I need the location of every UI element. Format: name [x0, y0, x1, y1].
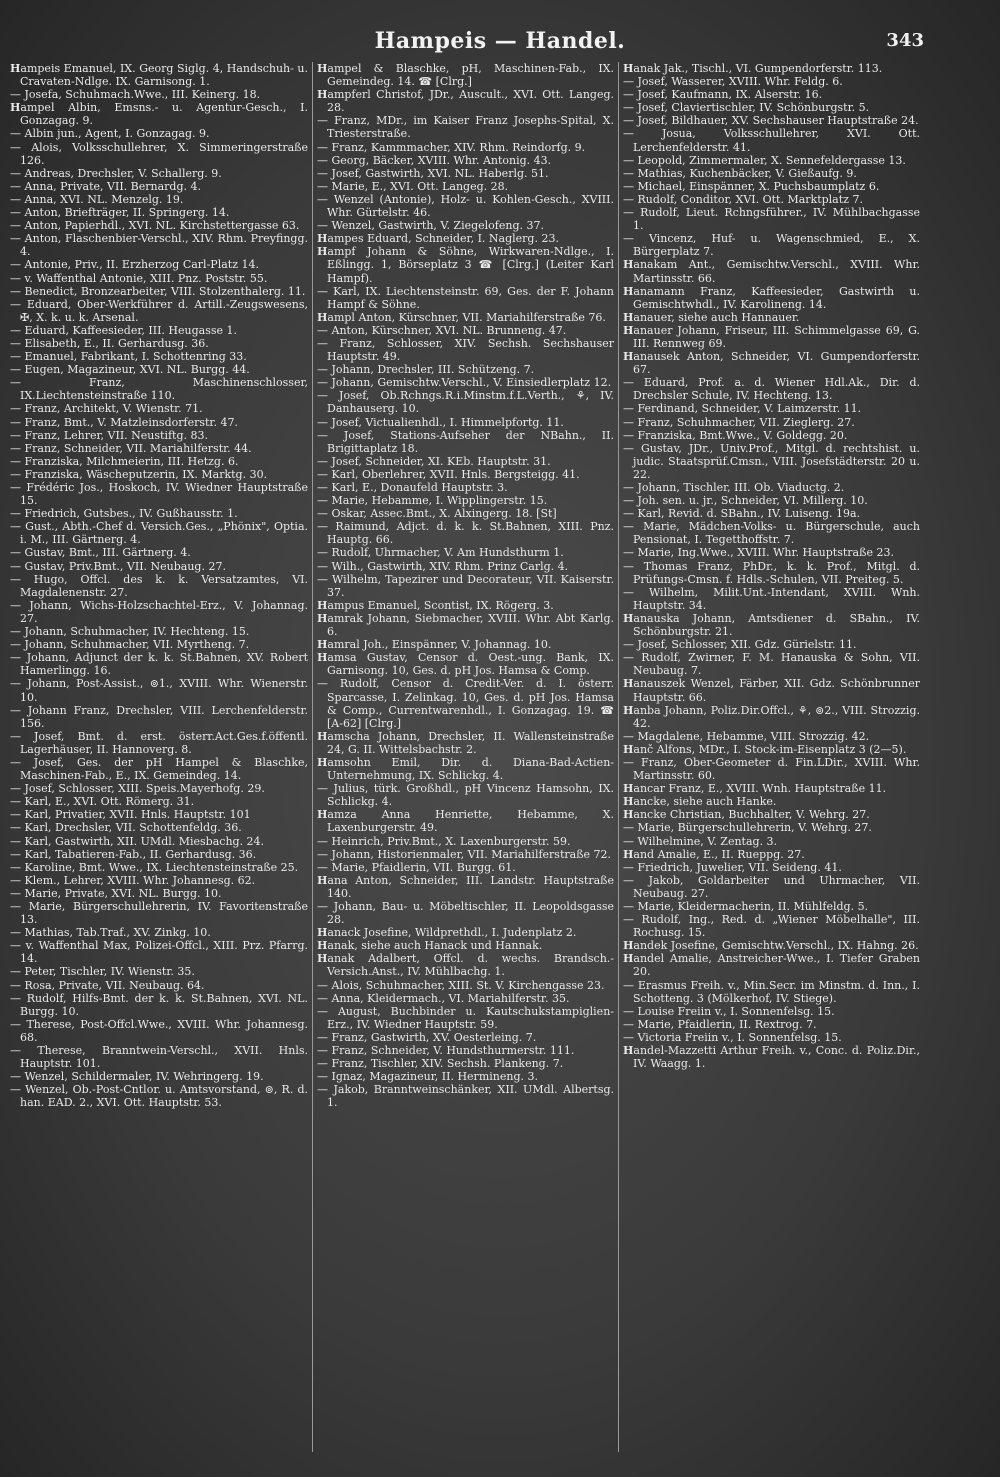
- directory-entry-surname: Hanč Alfons, MDr., I. Stock-im-Eisenplatz 3 (2—5).: [623, 742, 907, 756]
- directory-entry-surname: Hamsohn Emil, Dir. d. Diana-Bad-Actien-Unternehmung, IX. Schlickg. 4.: [317, 755, 614, 783]
- directory-entry: — Franz, Ober-Geometer d. Fin.LDir., XVIII. Whr. Martinsstr. 60.: [623, 755, 920, 783]
- directory-entry: — Marie, Kleidermacherin, II. Mühlfeldg. 5.: [623, 900, 869, 913]
- directory-entry-surname: Handel Amalie, Anstreicher-Wwe., I. Tiefer Graben 20.: [623, 952, 920, 979]
- directory-entry: — Rudolf, Zwirner, F. M. Hanauska & Sohn, VII. Neubaug. 7.: [623, 651, 920, 678]
- directory-entry-surname: Hanausek Anton, Schneider, VI. Gumpendorferstr. 67.: [623, 350, 920, 377]
- directory-entry-surname: Hampferl Christof, JDr., Auscult., XVI. Ott. Langeg. 28.: [317, 88, 614, 115]
- directory-entry: — Franz, Kammmacher, XIV. Rhm. Reindorfg. 9.: [317, 140, 586, 154]
- directory-entry: — Joh. sen. u. jr., Schneider, VI. Millerg. 10.: [623, 494, 868, 508]
- directory-entry: — Eduard, Kaffeesieder, III. Heugasse 1.: [10, 323, 237, 337]
- directory-entry: — Jakob, Branntweinschänker, XII. UMdl. Albertsg. 1.: [317, 1083, 614, 1110]
- page-title: Hampeis — Handel.: [374, 28, 626, 54]
- column-right: [618, 62, 924, 1452]
- directory-entry: — Alois, Volksschullehrer, X. Simmeringerstraße 126.: [10, 140, 308, 167]
- directory-entry: — Franz, Architekt, V. Wienstr. 71.: [10, 402, 203, 416]
- directory-entry-surname: Hanba Johann, Poliz.Dir.Offcl., ⚘, ⊚2., VIII. Strozzig. 42.: [623, 703, 920, 730]
- directory-entry: — Eugen, Magazineur, XVI. NL. Burgg. 44.: [10, 363, 250, 377]
- directory-entry-surname: Hamza Anna Henriette, Hebamme, X. Laxenburgerstr. 49.: [317, 808, 614, 835]
- directory-entry: — Albin jun., Agent, I. Gonzagag. 9.: [10, 127, 210, 141]
- directory-entry: — Mathias, Tab.Traf., XV. Zinkg. 10.: [10, 926, 211, 940]
- directory-entry: — Wenzel (Antonie), Holz- u. Kohlen-Gesch., XVIII. Whr. Gürtelstr. 46.: [317, 192, 614, 220]
- directory-entry: — Rosa, Private, VII. Neubaug. 64.: [10, 978, 205, 992]
- directory-entry-surname: Hanamann Franz, Kaffeesieder, Gastwirth u. Gemischtwhdl., IV. Karolineng. 14.: [623, 284, 920, 311]
- directory-entry: — Josefa, Schuhmach.Wwe., III. Keinerg. 18.: [10, 88, 261, 102]
- directory-entry: — Anton, Flaschenbier-Verschl., XIV. Rhm. Preyfingg. 4.: [10, 232, 308, 259]
- directory-entry: — Wenzel, Gastwirth, V. Ziegelofeng. 37.: [317, 219, 544, 233]
- directory-entry: — Josef, Ob.Rchngs.R.i.Minstm.f.L.Verth., ⚘, IV. Danhauserg. 10.: [317, 389, 614, 416]
- directory-entry-surname: Hanakam Ant., Gemischtw.Verschl., XVIII. Whr. Martinsstr. 66.: [623, 258, 920, 285]
- directory-entry: — Friedrich, Juwelier, VII. Seideng. 41.: [623, 860, 842, 874]
- directory-entry: — Anton, Kürschner, XVI. NL. Brunneng. 47.: [317, 323, 567, 337]
- directory-entry-surname: Hampes Eduard, Schneider, I. Naglerg. 23.: [317, 232, 559, 246]
- directory-entry: — Franz, Schlosser, XIV. Sechsh. Sechshauser Hauptstr. 49.: [317, 336, 614, 364]
- directory-entry: — Johann, Historienmaler, VII. Mariahilferstraße 72.: [317, 847, 612, 861]
- directory-entry-surname: Hamsa Gustav, Censor d. Oest.-ung. Bank, IX. Garnisong. 10, Ges. d. pH Jos. Hamsa & Comp.: [317, 651, 614, 678]
- directory-entry-surname: Hamscha Johann, Drechsler, II. Wallensteinstraße 24, G. II. Wittelsbachstr. 2.: [317, 729, 614, 756]
- directory-entry: — Georg, Bäcker, XVIII. Whr. Antonig. 43.: [317, 153, 552, 167]
- directory-entry: — Louise Freiin v., I. Sonnenfelsg. 15.: [623, 1004, 835, 1018]
- directory-entry: — Franz, Tischler, XIV. Sechsh. Plankeng. 7.: [317, 1057, 564, 1071]
- directory-entry: — Hugo, Offcl. des k. k. Versatzamtes, VI. Magdalenenstr. 27.: [10, 572, 308, 599]
- directory-entry: — Karl, Gastwirth, XII. UMdl. Miesbachg. 24.: [10, 834, 265, 848]
- directory-entry: — Josef, Claviertischler, IV. Schönburgstr. 5.: [623, 101, 870, 115]
- directory-entry: — Josef, Bmt. d. erst. österr.Act.Ges.f.öffentl. Lagerhäuser, II. Hannoverg. 8.: [10, 729, 308, 756]
- directory-entry: — Oskar, Assec.Bmt., X. Alxingerg. 18. [St]: [317, 507, 557, 521]
- directory-entry-surname: Hanak Adalbert, Offcl. d. wechs. Brandsch.-Versich.Anst., IV. Mühlbachg. 1.: [317, 952, 614, 979]
- directory-entry: — Friedrich, Gutsbes., IV. Gußhausstr. 1.: [10, 507, 238, 521]
- directory-entry: — Josef, Schlosser, XIII. Speis.Mayerhofg. 29.: [10, 782, 265, 796]
- directory-entry: — Frédéric Jos., Hoskoch, IV. Wiedner Hauptstraße 15.: [10, 481, 308, 508]
- directory-entry-surname: Hanak Jak., Tischl., VI. Gumpendorferstr. 113.: [623, 62, 883, 75]
- directory-entry: — Wilhelm, Tapezirer und Decorateur, VII. Kaiserstr. 37.: [317, 572, 614, 599]
- directory-entry-surname: Hancke Christian, Buchhalter, V. Wehrg. 27.: [623, 808, 870, 822]
- directory-entry: — Josef, Ges. der pH Hampel & Blaschke, Maschinen-Fab., E., IX. Gemeindeg. 14.: [10, 755, 308, 783]
- directory-entry: — Rudolf, Hilfs-Bmt. der k. k. St.Bahnen, XVI. NL. Burgg. 10.: [10, 991, 308, 1018]
- directory-entry: — Johann, Post-Assist., ⊚1., XVIII. Whr. Wienerstr. 10.: [10, 677, 308, 704]
- directory-entry: — Gustav, Priv.Bmt., VII. Neubaug. 27.: [10, 559, 226, 573]
- directory-entry-surname: Handel-Mazzetti Arthur Freih. v., Conc. d. Poliz.Dir., IV. Waagg. 1.: [623, 1044, 920, 1071]
- directory-entry: — Marie, Bürgerschullehrerin, V. Wehrg. 27.: [623, 821, 872, 835]
- directory-entry: — Marie, Hebamme, I. Wipplingerstr. 15.: [317, 494, 548, 508]
- directory-entry: — Emanuel, Fabrikant, I. Schottenring 33.: [10, 350, 247, 364]
- directory-entry: — Andreas, Drechsler, V. Schallerg. 9.: [10, 166, 222, 180]
- directory-entry: — Johann, Schuhmacher, IV. Hechteng. 15.: [10, 625, 250, 639]
- directory-entry: — Franz, Maschinenschlosser, IX.Liechtensteinstraße 110.: [10, 376, 308, 403]
- directory-entry: — Marie, Private, XVI. NL. Burgg. 10.: [10, 886, 222, 900]
- directory-entry: — Franz, MDr., im Kaiser Franz Josephs-Spital, X. Triesterstraße.: [317, 114, 614, 141]
- directory-entry: — Wilh., Gastwirth, XIV. Rhm. Prinz Carlg. 4.: [317, 559, 569, 573]
- directory-entry: — Karl, Drechsler, VII. Schottenfeldg. 36.: [10, 821, 242, 835]
- directory-entry: — Anton, Papierhdl., XVI. NL. Kirchstettergasse 63.: [10, 219, 300, 233]
- directory-entry-surname: Hamral Joh., Einspänner, V. Johannag. 10.: [317, 638, 552, 652]
- directory-entry: — Wenzel, Ob.-Post-Cntlor. u. Amtsvorstand, ⊚, R. d. han. EAD. 2., XVI. Ott. Hauptstr. 53.: [10, 1083, 308, 1110]
- directory-entry: — Anna, Private, VII. Bernardg. 4.: [10, 179, 201, 193]
- directory-entry-surname: Hampel & Blaschke, pH, Maschinen-Fab., IX. Gemeindeg. 14. ☎ [Clrg.]: [317, 62, 614, 89]
- directory-entry: — Franz, Gastwirth, XV. Oesterleing. 7.: [317, 1030, 537, 1044]
- directory-entry: — Josua, Volksschullehrer, XVI. Ott. Lerchenfelderstr. 41.: [623, 127, 920, 154]
- directory-entry: — Rudolf, Uhrmacher, V. Am Hundsthurm 1.: [317, 546, 564, 560]
- directory-entry: — Franz, Bmt., V. Matzleinsdorferstr. 47.: [10, 415, 238, 429]
- directory-entry: — Josef, Schlosser, XII. Gdz. Gürielstr. 11.: [623, 638, 857, 652]
- directory-entry: — Karl, E., Donaufeld Hauptstr. 3.: [317, 481, 508, 494]
- page-header: [0, 28, 1000, 62]
- directory-entry-surname: Hanak, siehe auch Hanack und Hannak.: [317, 939, 543, 953]
- column-left: [6, 62, 312, 1452]
- directory-entry-surname: Hampeis Emanuel, IX. Georg Siglg. 4, Handschuh- u. Cravaten-Ndlge. IX. Garnisong. 1.: [10, 62, 308, 89]
- directory-entry-surname: Hanack Josefine, Wildprethdl., I. Judenplatz 2.: [317, 926, 577, 940]
- directory-entry: — Anna, Kleidermach., VI. Mariahilferstr. 35.: [317, 991, 570, 1005]
- directory-entry: — Franz, Schneider, V. Hundsthurmerstr. 111.: [317, 1044, 575, 1058]
- directory-entry: — Victoria Freiin v., I. Sonnenfelsg. 15.: [623, 1030, 842, 1044]
- directory-entry: — Johann, Adjunct der k. k. St.Bahnen, XV. Robert Hamerlingg. 16.: [10, 651, 308, 678]
- directory-entry: — Alois, Schuhmacher, XIII. St. V. Kirchengasse 23.: [317, 978, 605, 992]
- directory-entry: — Karl, Revid. d. SBahn., IV. Luiseng. 19a.: [623, 507, 861, 521]
- directory-entry: — Eduard, Prof. a. d. Wiener Hdl.Ak., Dir. d. Drechsler Schule, IV. Hechteng. 13.: [623, 376, 920, 403]
- page-number: 343: [886, 30, 924, 51]
- directory-entry: — Marie, Ing.Wwe., XVIII. Whr. Hauptstraße 23.: [623, 546, 894, 560]
- directory-entry: — Michael, Einspänner, X. Puchsbaumplatz 6.: [623, 179, 880, 193]
- directory-entry: — Wilhelmine, V. Zentag. 3.: [623, 834, 778, 848]
- directory-entry: — v. Waffenthal Max, Polizei-Offcl., XIII. Prz. Pfarrg. 14.: [10, 939, 308, 966]
- directory-entry: — Rudolf, Lieut. Rchngsführer., IV. Mühlbachgasse 1.: [623, 206, 920, 233]
- directory-entry-surname: Hanauszek Wenzel, Färber, XII. Gdz. Schönbrunner Hauptstr. 66.: [623, 677, 920, 704]
- directory-entry: — Franz, Schneider, VII. Mariahilferstr. 44.: [10, 441, 252, 455]
- directory-entry: — Raimund, Adjct. d. k. k. St.Bahnen, XIII. Pnz. Hauptg. 66.: [317, 520, 614, 547]
- directory-entry-surname: Hamrak Johann, Siebmacher, XVIII. Whr. Abt Karlg. 6.: [317, 611, 614, 639]
- directory-entry: — Benedict, Bronzearbeiter, VIII. Stolzenthalerg. 11.: [10, 284, 306, 298]
- directory-entry: — Julius, türk. Großhdl., pH Vincenz Hamsohn, IX. Schlickg. 4.: [317, 782, 614, 809]
- directory-entry: — Rudolf, Censor d. Credit-Ver. d. I. österr. Sparcasse, I. Zelinkag. 10, Ges. d. pH Jos. Hamsa & Comp., Currentwarenhdl., I. Gonzagag. 19. ☎ [A-62] [Clrg.]: [317, 677, 614, 730]
- directory-entry: — Karoline, Bmt. Wwe., IX. Liechtensteinstraße 25.: [10, 860, 299, 874]
- directory-entry: — Ignaz, Magazineur, II. Hermineng. 3.: [317, 1070, 538, 1084]
- directory-entry: — Josef, Bildhauer, XV. Sechshauser Hauptstraße 24.: [623, 114, 919, 128]
- directory-entry-surname: Hampl Anton, Kürschner, VII. Mariahilferstraße 76.: [317, 310, 606, 324]
- directory-entry: — Josef, Schneider, XI. KEb. Hauptstr. 31.: [317, 454, 551, 468]
- directory-entry: — Johann, Schuhmacher, VII. Myrtheng. 7.: [10, 638, 250, 652]
- directory-entry: — Johann, Bau- u. Möbeltischler, II. Leopoldsgasse 28.: [317, 900, 614, 927]
- directory-entry-surname: Hanauska Johann, Amtsdiener d. SBahn., IV. Schönburgstr. 21.: [623, 611, 920, 639]
- directory-entry: — Rudolf, Conditor, XVI. Ott. Marktplatz 7.: [623, 192, 863, 206]
- directory-entry: — Wilhelm, Milit.Unt.-Intendant, XVIII. Wnh. Hauptstr. 34.: [623, 585, 920, 612]
- directory-entry-surname: Hampf Johann & Söhne, Wirkwaren-Ndlge., I. Eßlingg. 1, Börseplatz 3 ☎ [Clrg.] (Leiter Karl Hampf).: [317, 245, 614, 285]
- directory-entry: — Johann, Drechsler, III. Schützeng. 7.: [317, 363, 535, 377]
- column-middle: [312, 62, 618, 1452]
- directory-entry: — Josef, Kaufmann, IX. Alserstr. 16.: [623, 88, 823, 102]
- directory-entry: — Klem., Lehrer, XVIII. Whr. Johannesg. 62.: [10, 873, 256, 887]
- directory-entry-surname: Hampel Albin, Emsns.- u. Agentur-Gesch., I. Gonzagag. 9.: [10, 101, 308, 128]
- directory-entry-surname: Hand Amalie, E., II. Rueppg. 27.: [623, 847, 805, 861]
- directory-entry: — Leopold, Zimmermaler, X. Sennefeldergasse 13.: [623, 153, 906, 167]
- directory-entry: — Franz, Schuhmacher, VII. Zieglerg. 27.: [623, 415, 855, 429]
- directory-entry: — Karl, Privatier, XVII. Hnls. Hauptstr. 101: [10, 808, 251, 822]
- directory-entry: — Eduard, Ober-Werkführer d. Artill.-Zeugswesens, ✠, X. k. u. k. Arsenal.: [10, 297, 308, 324]
- directory-entry: — Therese, Branntwein-Verschl., XVII. Hnls. Hauptstr. 101.: [10, 1044, 308, 1071]
- directory-entry: — Karl, Oberlehrer, XVII. Hnls. Bergsteigg. 41.: [317, 467, 580, 481]
- directory-entry-surname: Hancke, siehe auch Hanke.: [623, 795, 777, 809]
- directory-entry: — Erasmus Freih. v., Min.Secr. im Minstm. d. Inn., I. Schotteng. 3 (Mölkerhof, IV. Stiege).: [623, 978, 920, 1005]
- directory-entry: — Franz, Lehrer, VII. Neustiftg. 83.: [10, 428, 208, 442]
- directory-entry: — Antonie, Priv., II. Erzherzog Carl-Platz 14.: [10, 258, 259, 272]
- directory-entry-surname: Hampus Emanuel, Scontist, IX. Rögerg. 3.: [317, 598, 554, 612]
- directory-entry: — Marie, Pfaidlerin, VII. Burgg. 61.: [317, 860, 516, 874]
- directory-entry: — Franziska, Milchmeierin, III. Hetzg. 6.: [10, 454, 239, 468]
- directory-entry: — Josef, Stations-Aufseher der NBahn., II. Brigittaplatz 18.: [317, 428, 614, 455]
- directory-entry: — Mathias, Kuchenbäcker, V. Gießaufg. 9.: [623, 166, 857, 180]
- directory-entry: — Johann Franz, Drechsler, VIII. Lerchenfelderstr. 156.: [10, 703, 308, 730]
- directory-entry: — Rudolf, Ing., Red. d. „Wiener Möbelhalle", III. Rochusg. 15.: [623, 913, 920, 940]
- directory-entry: — Marie, Mädchen-Volks- u. Bürgerschule, auch Pensionat, I. Tegetthoffstr. 7.: [623, 520, 920, 547]
- directory-entry-surname: Handek Josefine, Gemischtw.Verschl., IX. Hahng. 26.: [623, 939, 919, 953]
- directory-entry: — Franziska, Wäscheputzerin, IX. Marktg. 30.: [10, 467, 268, 481]
- directory-entry: — Thomas Franz, PhDr., k. k. Prof., Mitgl. d. Prüfungs-Cmsn. f. Hdls.-Schulen, VII. Preiteg. 5.: [623, 559, 920, 586]
- directory-entry: — Wenzel, Schildermaler, IV. Wehringerg. 19.: [10, 1070, 264, 1084]
- directory-entry: — Magdalene, Hebamme, VIII. Strozzig. 42.: [623, 729, 870, 743]
- directory-entry-surname: Hana Anton, Schneider, III. Landstr. Hauptstraße 140.: [317, 873, 614, 900]
- directory-entry: — v. Waffenthal Antonie, XIII. Pnz. Poststr. 55.: [10, 271, 268, 285]
- directory-entry: — Heinrich, Priv.Bmt., X. Laxenburgerstr. 59.: [317, 834, 571, 848]
- directory-entry: — Johann, Gemischtw.Verschl., V. Einsiedlerplatz 12.: [317, 376, 612, 390]
- directory-entry: — Josef, Wasserer, XVIII. Whr. Feldg. 6.: [623, 75, 843, 89]
- directory-entry: — August, Buchbinder u. Kautschukstampiglien-Erz., IV. Wiedner Hauptstr. 59.: [317, 1004, 614, 1031]
- directory-entry: — Johann, Wichs-Holzschachtel-Erz., V. Johannag. 27.: [10, 598, 308, 625]
- directory-entry: — Jakob, Goldarbeiter und Uhrmacher, VII. Neubaug. 27.: [623, 873, 920, 900]
- directory-entry: — Marie, Pfaidlerin, II. Rextrog. 7.: [623, 1017, 817, 1031]
- directory-entry: — Karl, IX. Liechtensteinstr. 69, Ges. der F. Johann Hampf & Söhne.: [317, 284, 614, 311]
- directory-entry: — Peter, Tischler, IV. Wienstr. 35.: [10, 965, 195, 979]
- directory-entry: — Anton, Briefträger, II. Springerg. 14.: [10, 206, 230, 220]
- directory-entry: — Franziska, Bmt.Wwe., V. Goldegg. 20.: [623, 428, 848, 442]
- directory-entry: — Gust., Abth.-Chef d. Versich.Ges., „Phönix", Optia. i. M., III. Gärtnerg. 4.: [10, 520, 308, 547]
- directory-entry: — Gustav, Bmt., III. Gärtnerg. 4.: [10, 546, 191, 560]
- directory-entry: — Karl, Tabatieren-Fab., II. Gerhardusg. 36.: [10, 847, 257, 861]
- directory-columns: [6, 62, 928, 1452]
- directory-entry: — Therese, Post-Offcl.Wwe., XVIII. Whr. Johannesg. 68.: [10, 1017, 308, 1044]
- directory-entry: — Vincenz, Huf- u. Wagenschmied, E., X. Bürgerplatz 7.: [623, 232, 920, 259]
- directory-entry: — Josef, Victualienhdl., I. Himmelpfortg. 11.: [317, 415, 564, 429]
- directory-entry: — Johann, Tischler, III. Ob. Viaductg. 2.: [623, 481, 845, 494]
- directory-entry: — Josef, Gastwirth, XVI. NL. Haberlg. 51.: [317, 166, 549, 180]
- directory-entry: — Marie, E., XVI. Ott. Langeg. 28.: [317, 179, 509, 193]
- directory-entry: — Karl, E., XVI. Ott. Römerg. 31.: [10, 795, 195, 809]
- directory-entry: — Anna, XVI. NL. Menzelg. 19.: [10, 192, 184, 206]
- directory-entry: — Ferdinand, Schneider, V. Laimzerstr. 11.: [623, 402, 862, 416]
- directory-entry: — Marie, Bürgerschullehrerin, IV. Favoritenstraße 13.: [10, 900, 308, 927]
- directory-entry-surname: Hancar Franz, E., XVIII. Wnh. Hauptstraße 11.: [623, 782, 887, 796]
- directory-entry-surname: Hanauer Johann, Friseur, III. Schimmelgasse 69, G. III. Rennweg 69.: [623, 323, 920, 350]
- directory-entry: — Elisabeth, E., II. Gerhardusg. 36.: [10, 336, 209, 350]
- directory-entry-surname: Hanauer, siehe auch Hannauer.: [623, 310, 800, 324]
- directory-entry: — Gustav, JDr., Univ.Prof., Mitgl. d. rechtshist. u. judic. Staatsprüf.Cmsn., VIII. Josefstädterstr. 20 u. 22.: [623, 441, 920, 481]
